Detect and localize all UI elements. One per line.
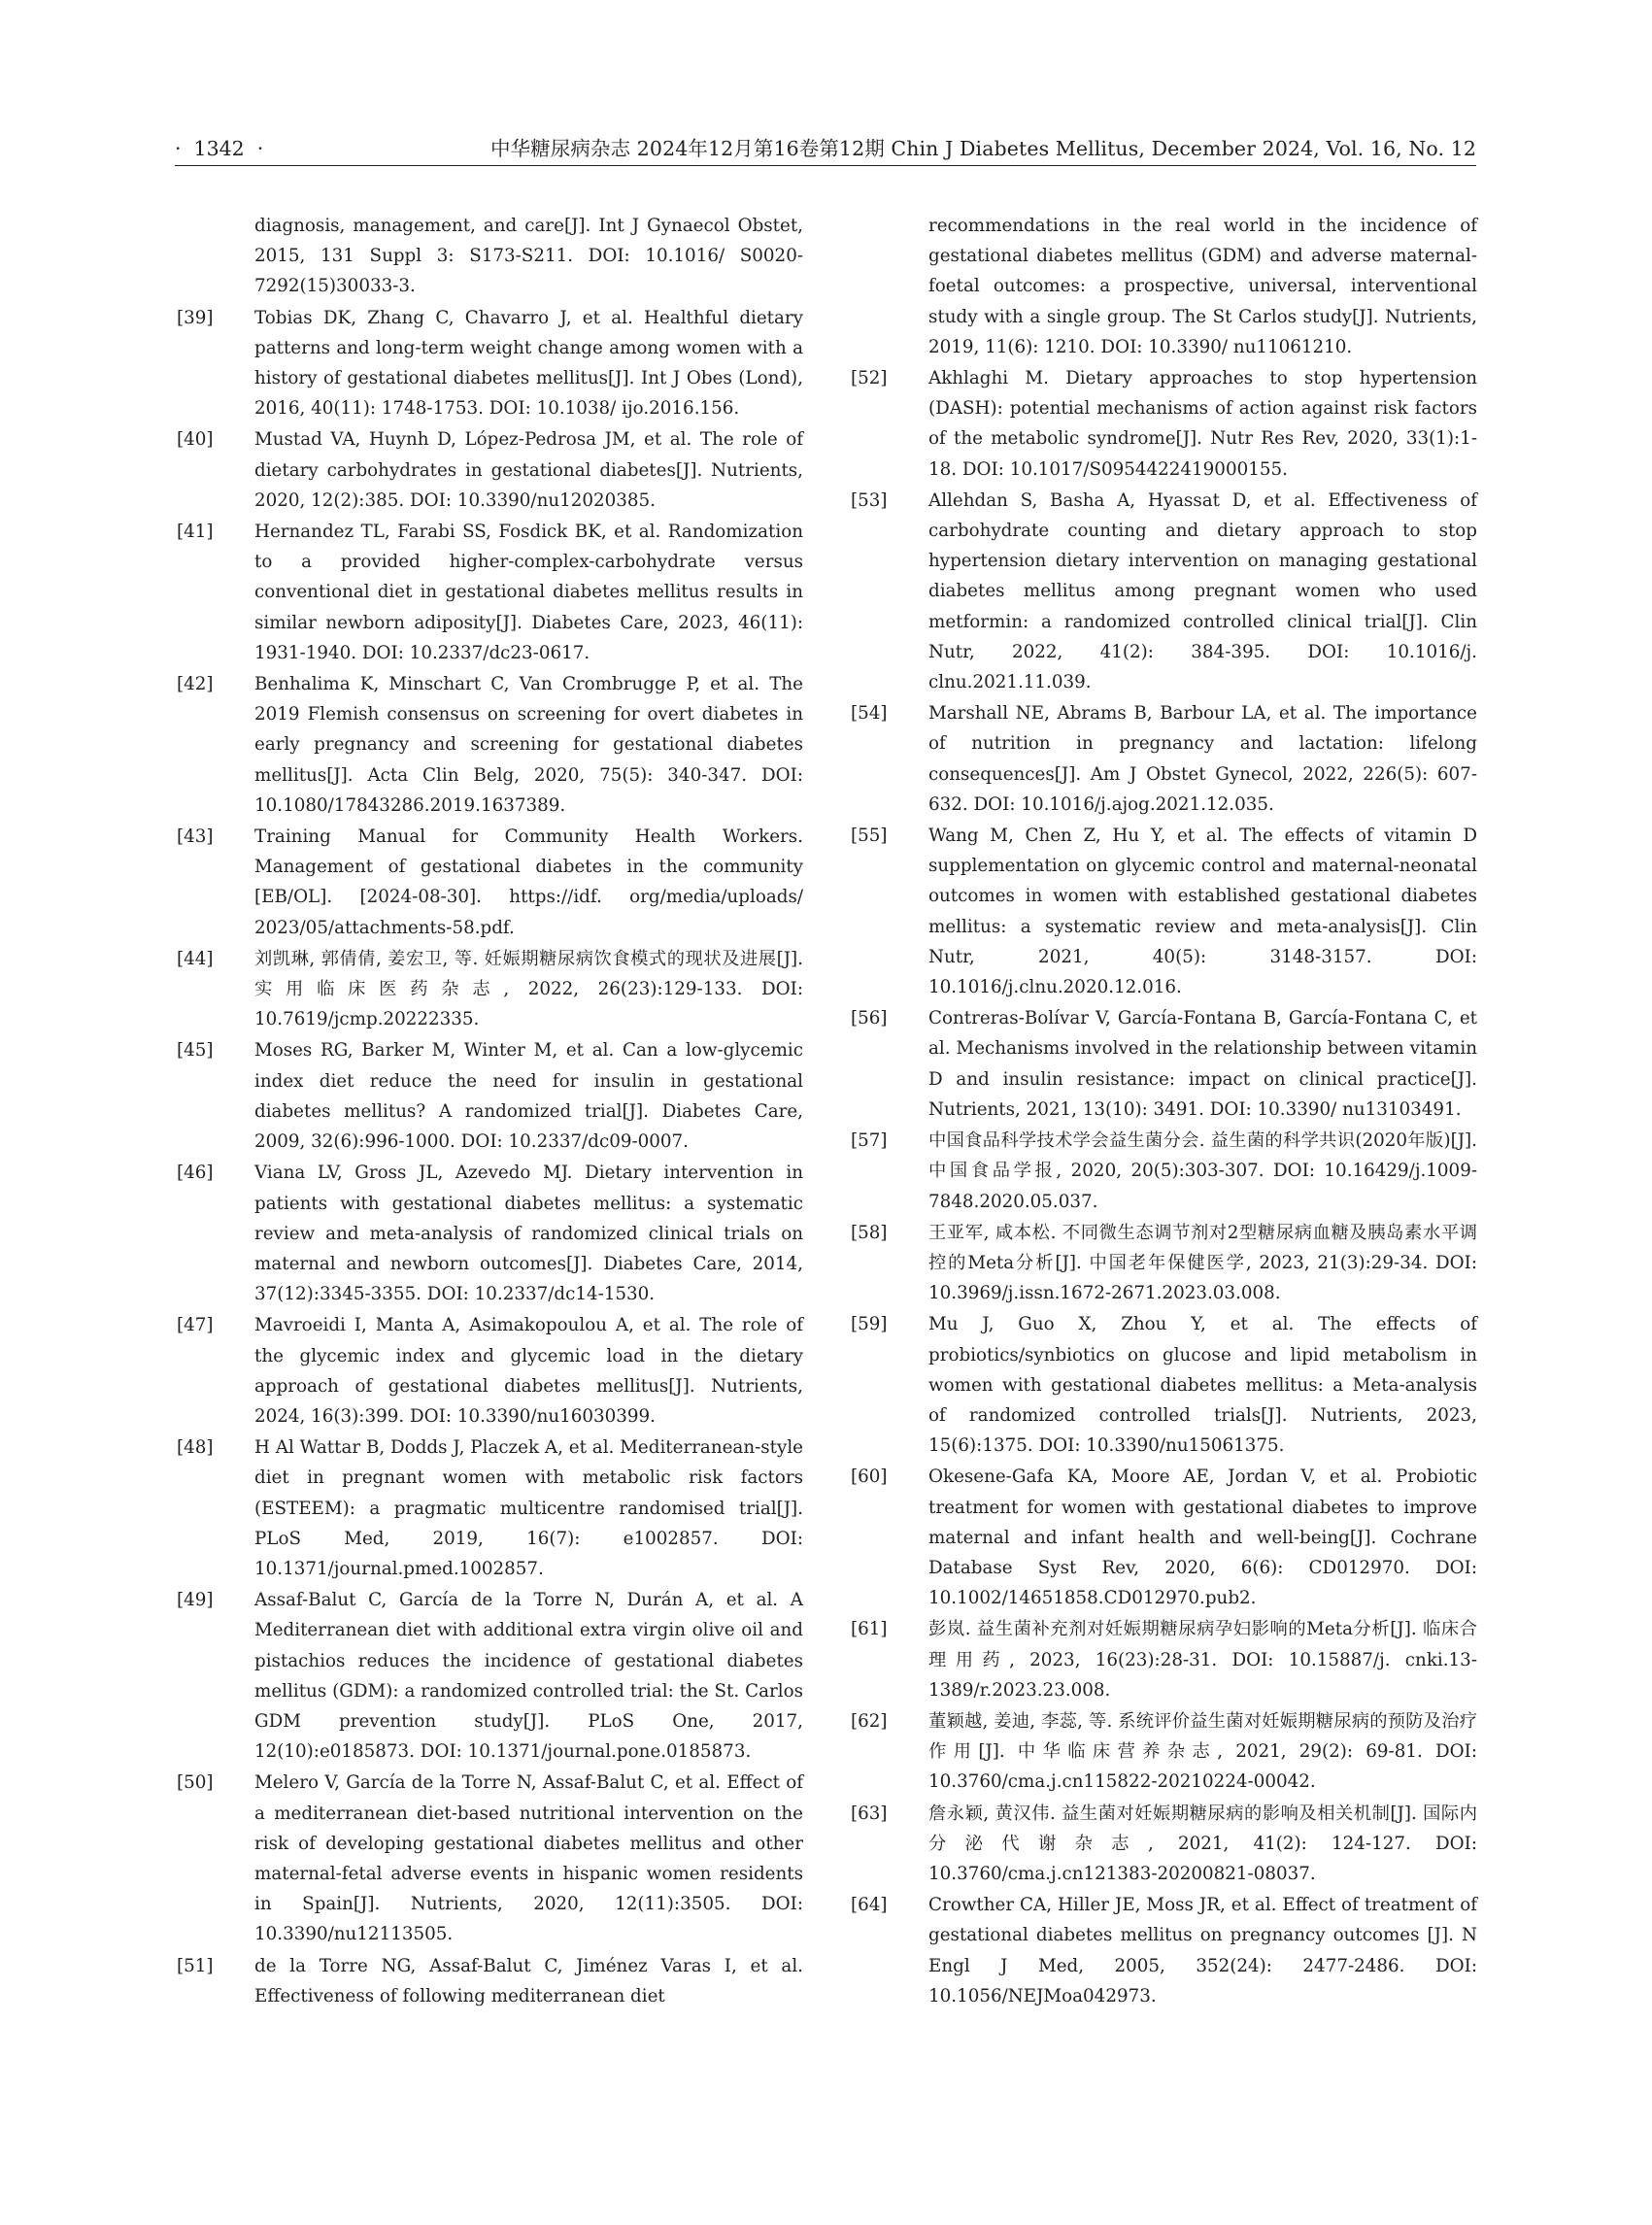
reference-text: Hernandez TL, Farabi SS, Fosdick BK, et al. Randomization to a provided higher-complex-carbohydrate versus conventional diet in gestational diabetes mellitus results in similar newborn adiposity[J]. Diabetes Care, 2023, 46(11): 1931-1940. DOI: 10.2337/dc23-0617. [254,522,803,663]
reference-text: diagnosis, management, and care[J]. Int J Gynaecol Obstet, 2015, 131 Suppl 3: S173-S211. DOI: 10.1016/ S0020-7292(15)30033-3. [254,216,803,297]
reference-text: 詹永颖, 黄汉伟. 益生菌对妊娠期糖尿病的影响及相关机制[J]. 国际内分泌代谢杂志, 2021, 41(2): 124-127. DOI: 10.3760/cma.j.cn121383-20200821-08037. [928,1803,1477,1884]
reference-number: [55] [851,826,888,847]
reference-number: [44] [177,948,214,969]
reference-number: [62] [851,1710,888,1732]
reference-text: 中国食品科学技术学会益生菌分会. 益生菌的科学共识(2020年版)[J]. 中国食品学报, 2020, 20(5):303-307. DOI: 10.16429/j.1009-7848.2020.05.037. [928,1130,1477,1212]
reference-text: Mu J, Guo X, Zhou Y, et al. The effects of probiotics/synbiotics on glucose and lipid metabolism in women with gestational diabetes mellitus: a Meta-analysis of randomized controlled trials[J]. Nutrients, 2023, 15(6):1375. DOI: 10.3390/nu15061375. [928,1314,1477,1457]
reference-text: Akhlaghi M. Dietary approaches to stop hypertension (DASH): potential mechanisms of action against risk factors of the metabolic syndrome[J]. Nutr Res Rev, 2020, 33(1):1-18. DOI: 10.1017/S0954422419000155. [928,368,1477,480]
reference-text: Wang M, Chen Z, Hu Y, et al. The effects of vitamin D supplementation on glycemic control and maternal-neonatal outcomes in women with established gestational diabetes mellitus: a systematic review and meta-analysis[J]. Clin Nutr, 2021, 40(5): 3148-3157. DOI: 10.1016/j.clnu.2020.12.016. [928,826,1477,998]
reference-text: Melero V, García de la Torre N, Assaf-Balut C, et al. Effect of a mediterranean diet-based nutritional intervention on the risk of developing gestational diabetes mellitus and other maternal-fetal adverse events in hispanic women residents in Spain[J]. Nutrients, 2020, 12(11):3505. DOI: 10.3390/nu12113505. [254,1772,803,1945]
reference-entry [177,1310,803,1432]
reference-number: [57] [851,1130,888,1152]
reference-number: [59] [851,1314,888,1335]
reference-text: Marshall NE, Abrams B, Barbour LA, et al. The importance of nutrition in pregnancy and lactation: lifelong consequences[J]. Am J Obstet Gynecol, 2022, 226(5): 607-632. DOI: 10.1016/j.ajog.2021.12.035. [928,703,1477,815]
reference-number: [39] [177,307,214,328]
reference-number: [58] [851,1222,888,1243]
reference-entry [851,1614,1477,1705]
reference-number: [61] [851,1619,888,1640]
reference-entry [177,424,803,516]
reference-text: Moses RG, Barker M, Winter M, et al. Can a low-glycemic index diet reduce the need for insulin in gestational diabetes mellitus? A randomized trial[J]. Diabetes Care, 2009, 32(6):996-1000. DOI: 10.2337/dc09-0007. [254,1040,803,1153]
page-header [175,132,1476,166]
reference-text: Assaf-Balut C, García de la Torre N, Durán A, et al. A Mediterranean diet with additional extra virgin olive oil and pistachios reduces the incidence of gestational diabetes mellitus (GDM): a randomized controlled trial: the St. Carlos GDM prevention study[J]. PLoS One, 2017, 12(10):e0185873. DOI: 10.1371/journal.pone.0185873. [254,1590,803,1763]
reference-number: [49] [177,1590,214,1611]
reference-number: [45] [177,1040,214,1062]
reference-column-right [851,211,1477,2012]
reference-entry [851,1799,1477,1890]
reference-entry [851,363,1477,485]
reference-entry [851,211,1477,362]
reference-entry [851,1218,1477,1309]
reference-entry [177,1035,803,1157]
reference-text: 董颖越, 姜迪, 李蕊, 等. 系统评价益生菌对妊娠期糖尿病的预防及治疗作用[J]. 中华临床营养杂志, 2021, 29(2): 69-81. DOI: 10.3760/cma.j.cn115822-20210224-00042. [928,1710,1477,1793]
reference-entry [851,486,1477,697]
reference-text: 彭岚. 益生菌补充剂对妊娠期糖尿病孕妇影响的Meta分析[J]. 临床合理用药, 2023, 16(23):28-31. DOI: 10.15887/j. cnki.13-1389/r.2023.23.008. [928,1619,1477,1701]
reference-entry [177,944,803,1035]
reference-text: Allehdan S, Basha A, Hyassat D, et al. Effectiveness of carbohydrate counting and dietary approach to stop hypertension dietary intervention on managing gestational diabetes mellitus among pregnant women who used metformin: a randomized controlled clinical trial[J]. Clin Nutr, 2022, 41(2): 384-395. DOI: 10.1016/j. clnu.2021.11.039. [928,489,1477,693]
reference-entry [177,1158,803,1309]
reference-number: [42] [177,674,214,695]
reference-entry [177,303,803,424]
reference-text: Crowther CA, Hiller JE, Moss JR, et al. Effect of treatment of gestational diabetes mellitus on pregnancy outcomes [J]. N Engl J Med, 2005, 352(24): 2477-2486. DOI: 10.1056/NEJMoa042973. [928,1895,1477,2006]
reference-entry [851,1126,1477,1217]
reference-number: [41] [177,522,214,543]
reference-text: de la Torre NG, Assaf-Balut C, Jiménez Varas I, et al. Effectiveness of following mediterranean diet [254,1955,803,2006]
reference-text: Contreras-Bolívar V, García-Fontana B, García-Fontana C, et al. Mechanisms involved in the relationship between vitamin D and insulin resistance: impact on clinical practice[J]. Nutrients, 2021, 13(10): 3491. DOI: 10.3390/ nu13103491. [928,1008,1477,1120]
reference-entry [177,1433,803,1584]
reference-entry [177,517,803,668]
reference-entry [177,211,803,302]
reference-number: [56] [851,1008,888,1029]
reference-text: recommendations in the real world in the incidence of gestational diabetes mellitus (GDM) and adverse maternal-foetal outcomes: a prospective, universal, interventional study with a single group. The St Carlos study[J]. Nutrients, 2019, 11(6): 1210. DOI: 10.3390/ nu11061210. [928,216,1477,357]
reference-entry [851,698,1477,820]
running-head: 中华糖尿病杂志 2024年12月第16卷第12期 Chin J Diabetes Mellitus, December 2024, Vol. 16, No. 12 [489,137,1476,160]
reference-number: [60] [851,1466,888,1488]
reference-text: Mavroeidi I, Manta A, Asimakopoulou A, et al. The role of the glycemic index and glycemic load in the dietary approach of gestational diabetes mellitus[J]. Nutrients, 2024, 16(3):399. DOI: 10.3390/nu16030399. [254,1315,803,1427]
reference-entry [177,669,803,821]
reference-number: [40] [177,429,214,451]
reference-number: [43] [177,826,214,848]
reference-number: [53] [851,489,888,511]
reference-entry [177,1768,803,1949]
reference-text: 刘凯琳, 郭倩倩, 姜宏卫, 等. 妊娠期糖尿病饮食模式的现状及进展[J]. 实用临床医药杂志, 2022, 26(23):129-133. DOI: 10.7619/jcmp.20222335. [254,948,803,1030]
reference-text: Okesene-Gafa KA, Moore AE, Jordan V, et al. Probiotic treatment for women with gestational diabetes to improve maternal and infant health and well-being[J]. Cochrane Database Syst Rev, 2020, 6(6): CD012970. DOI: 10.1002/14651858.CD012970.pub2. [928,1466,1477,1609]
reference-number: [54] [851,703,888,725]
reference-text: Benhalima K, Minschart C, Van Crombrugge P, et al. The 2019 Flemish consensus on screening for overt diabetes in early pregnancy and screening for gestational diabetes mellitus[J]. Acta Clin Belg, 2020, 75(5): 340-347. DOI: 10.1080/17843286.2019.1637389. [254,674,803,816]
reference-entry [851,1003,1477,1125]
reference-entry [851,1706,1477,1798]
reference-number: [64] [851,1895,888,1916]
reference-text: H Al Wattar B, Dodds J, Placzek A, et al. Mediterranean-style diet in pregnant women with metabolic risk factors (ESTEEM): a pragmatic multicentre randomised trial[J]. PLoS Med, 2019, 16(7): e1002857. DOI: 10.1371/journal.pmed.1002857. [254,1437,803,1579]
reference-number: [63] [851,1803,888,1824]
reference-text: Tobias DK, Zhang C, Chavarro J, et al. Healthful dietary patterns and long-term weight change among women with a history of gestational diabetes mellitus[J]. Int J Obes (Lond), 2016, 40(11): 1748-1753. DOI: 10.1038/ ijo.2016.156. [254,307,803,420]
reference-number: [46] [177,1163,214,1184]
reference-entry [177,1585,803,1767]
reference-text: 王亚军, 咸本松. 不同微生态调节剂对2型糖尿病血糖及胰岛素水平调控的Meta分析[J]. 中国老年保健医学, 2023, 21(3):29-34. DOI: 10.3969/j.issn.1672-2671.2023.03.008. [928,1222,1477,1304]
reference-number: [51] [177,1955,214,1976]
reference-entry [851,1890,1477,2011]
reference-entry [177,1951,803,2011]
reference-number: [52] [851,368,888,389]
reference-number: [48] [177,1437,214,1459]
reference-number: [47] [177,1315,214,1336]
reference-text: Training Manual for Community Health Workers. Management of gestational diabetes in the community [EB/OL]. [2024-08-30]. https://idf. org/media/uploads/ 2023/05/attachments-58.pdf. [254,826,803,938]
reference-entry [851,1462,1477,1613]
reference-text: Mustad VA, Huynh D, López-Pedrosa JM, et al. The role of dietary carbohydrates in gestational diabetes[J]. Nutrients, 2020, 12(2):385. DOI: 10.3390/nu12020385. [254,429,803,511]
reference-text: Viana LV, Gross JL, Azevedo MJ. Dietary intervention in patients with gestational diabetes mellitus: a systematic review and meta-analysis of randomized clinical trials on maternal and newborn outcomes[J]. Diabetes Care, 2014, 37(12):3345-3355. DOI: 10.2337/dc14-1530. [254,1163,803,1305]
reference-entry [177,822,803,943]
page-number: · 1342 · [175,137,264,160]
reference-entry [851,1309,1477,1461]
reference-number: [50] [177,1772,214,1794]
reference-column-left [177,211,803,2012]
reference-entry [851,821,1477,1002]
